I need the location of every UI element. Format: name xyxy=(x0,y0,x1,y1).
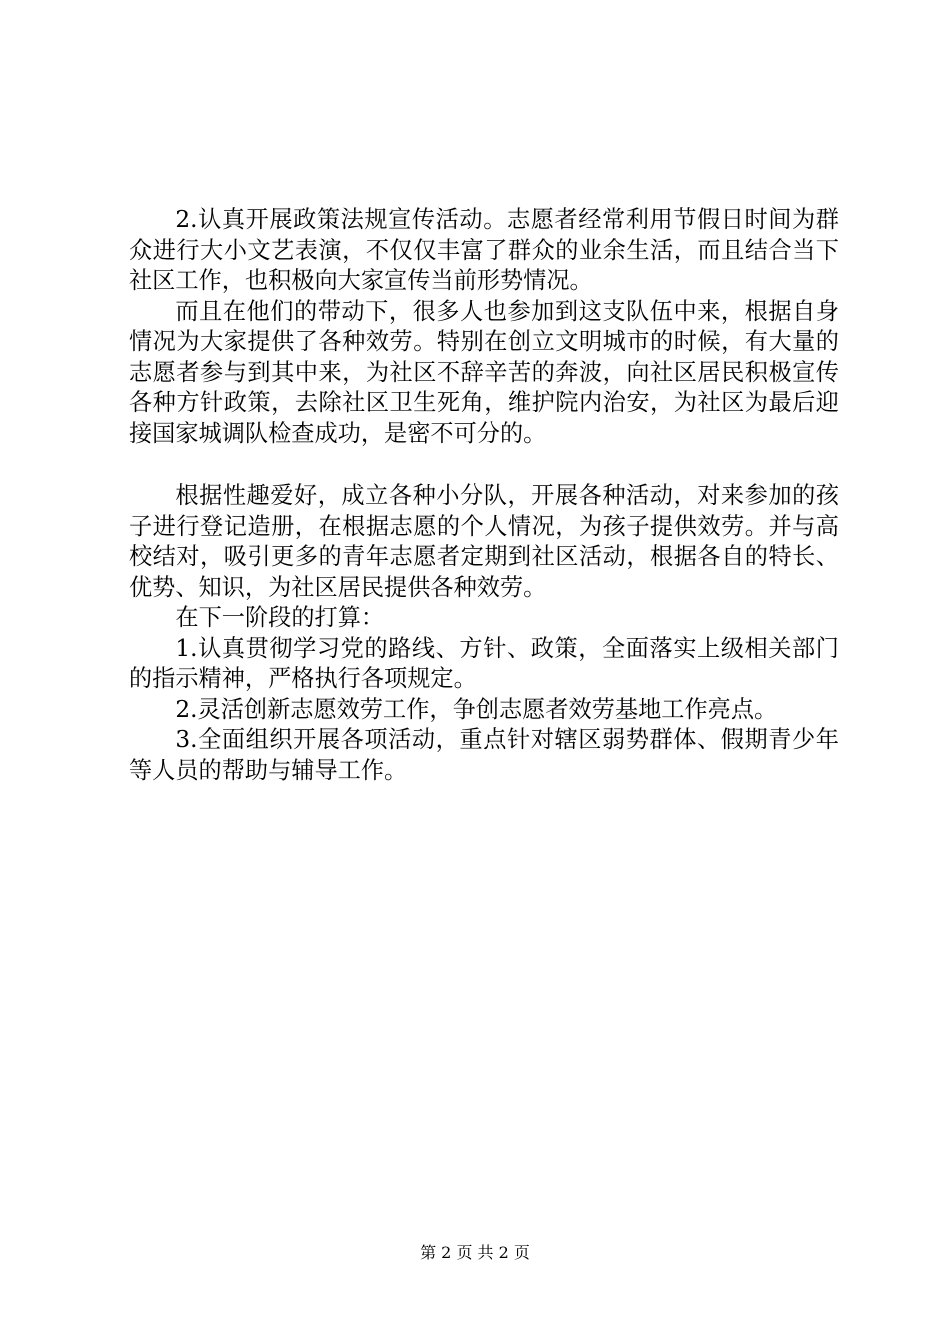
paragraph-gap xyxy=(129,449,839,481)
paragraph-interest-groups: 根据性趣爱好，成立各种小分队，开展各种活动，对来参加的孩子进行登记造册，在根据志愿的个人情况，为孩子提供效劳。并与高校结对，吸引更多的青年志愿者定期到社区活动，根据各自的特长、优势、知识，为社区居民提供各种效劳。 xyxy=(129,482,839,601)
plan-item-3: 3.全面组织开展各项活动，重点针对辖区弱势群体、假期青少年等人员的帮助与辅导工作。 xyxy=(129,726,839,784)
document-body xyxy=(129,205,839,786)
paragraph-policy-promotion: 2.认真开展政策法规宣传活动。志愿者经常利用节假日时间为群众进行大小文艺表演，不仅仅丰富了群众的业余生活，而且结合当下社区工作，也积极向大家宣传当前形势情况。 xyxy=(129,206,839,294)
paragraph-next-plan-heading: 在下一阶段的打算： xyxy=(175,604,385,631)
paragraph-volunteer-participation: 而且在他们的带动下，很多人也参加到这支队伍中来，根据自身情况为大家提供了各种效劳。特别在创立文明城市的时候，有大量的志愿者参与到其中来，为社区不辞辛苦的奔波，向社区居民积极宣传各种方针政策，去除社区卫生死角，维护院内治安，为社区为最后迎接国家城调队检查成功，是密不可分的。 xyxy=(129,297,839,447)
plan-item-1: 1.认真贯彻学习党的路线、方针、政策，全面落实上级相关部门的指示精神，严格执行各项规定。 xyxy=(129,634,839,692)
page-footer: 第 2 页 共 2 页 xyxy=(420,1243,530,1262)
plan-item-2: 2.灵活创新志愿效劳工作，争创志愿者效劳基地工作亮点。 xyxy=(175,695,778,723)
